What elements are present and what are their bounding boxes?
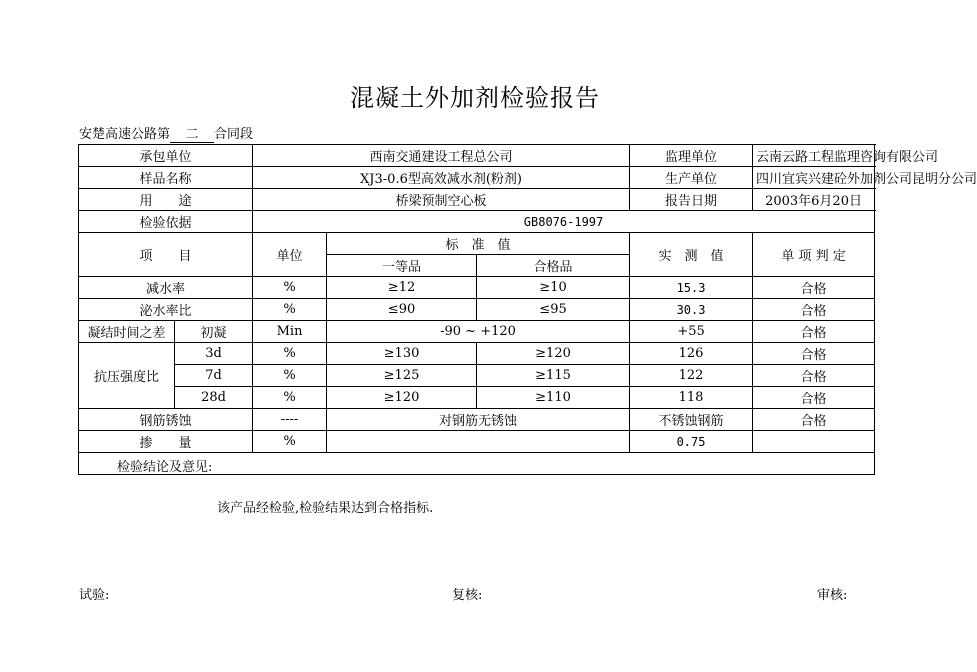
unit-cell: %	[253, 387, 327, 409]
footer-review: 复核:	[452, 588, 483, 603]
sample-row	[79, 167, 875, 189]
first-grade-cell: ≥130	[327, 343, 477, 365]
report-title: 混凝土外加剂检验报告	[350, 84, 600, 112]
footer-test: 试验:	[79, 588, 110, 603]
header-item: 项 目	[79, 233, 253, 277]
sample-value: XJ3-0.6型高效减水剂(粉剂)	[253, 167, 630, 189]
standard-cell: -90 ~ +120	[327, 321, 630, 343]
result-cell: 合格	[753, 365, 875, 387]
first-grade-cell: ≤90	[327, 299, 477, 321]
result-cell: 合格	[753, 321, 875, 343]
qualified-cell: ≥115	[477, 365, 630, 387]
measured-cell: 122	[630, 365, 753, 387]
row-dosage	[79, 431, 875, 453]
date-label: 报告日期	[630, 189, 753, 211]
unit-cell: ----	[253, 409, 327, 431]
unit-cell: %	[253, 431, 327, 453]
unit-cell: %	[253, 299, 327, 321]
measured-cell: 118	[630, 387, 753, 409]
result-cell: 合格	[753, 409, 875, 431]
header-judge: 单 项 判 定	[753, 233, 875, 277]
item-name: 凝结时间之差	[79, 321, 175, 343]
supervisor-label: 监理单位	[630, 145, 753, 167]
unit-cell: Min	[253, 321, 327, 343]
age-cell: 7d	[175, 365, 253, 387]
basis-row	[79, 211, 875, 233]
conclusion-row	[79, 453, 875, 475]
row-setting-time	[79, 321, 875, 343]
age-cell: 28d	[175, 387, 253, 409]
unit-cell: %	[253, 277, 327, 299]
result-cell	[753, 431, 875, 453]
row-strength-3d	[79, 343, 875, 365]
item-name: 掺 量	[79, 431, 253, 453]
header-unit: 单位	[253, 233, 327, 277]
section-suffix: 合同段	[214, 127, 254, 142]
result-cell: 合格	[753, 299, 875, 321]
supervisor-value: 云南云路工程监理咨询有限公司	[753, 145, 875, 167]
qualified-cell: ≥110	[477, 387, 630, 409]
section-line	[79, 123, 253, 143]
age-cell: 3d	[175, 343, 253, 365]
conclusion-text: 该产品经检验,检验结果达到合格指标.	[217, 501, 434, 516]
row-strength-7d	[79, 365, 875, 387]
header-measured: 实 测 值	[630, 233, 753, 277]
footer-audit: 审核:	[817, 588, 848, 603]
unit-cell: %	[253, 365, 327, 387]
basis-value: GB8076-1997	[253, 211, 875, 233]
use-value: 桥梁预制空心板	[253, 189, 630, 211]
report-table	[78, 144, 977, 516]
measured-cell: 15.3	[630, 277, 753, 299]
contractor-value: 西南交通建设工程总公司	[253, 145, 630, 167]
conclusion-cell	[79, 453, 875, 516]
measured-cell: 30.3	[630, 299, 753, 321]
header-qualified: 合格品	[477, 255, 630, 277]
first-grade-cell: ≥120	[327, 387, 477, 409]
item-name: 泌水率比	[79, 299, 253, 321]
result-cell: 合格	[753, 277, 875, 299]
item-subname: 初凝	[175, 321, 253, 343]
first-grade-cell: ≥125	[327, 365, 477, 387]
sample-label: 样品名称	[79, 167, 253, 189]
measured-cell: +55	[630, 321, 753, 343]
header-first: 一等品	[327, 255, 477, 277]
header-row-1	[79, 233, 875, 255]
first-grade-cell: ≥12	[327, 277, 477, 299]
conclusion-label: 检验结论及意见:	[117, 460, 213, 475]
row-water-reduction	[79, 277, 875, 299]
measured-cell: 0.75	[630, 431, 753, 453]
qualified-cell: ≤95	[477, 299, 630, 321]
item-name: 减水率	[79, 277, 253, 299]
unit-cell: %	[253, 343, 327, 365]
contractor-row	[79, 145, 875, 167]
section-prefix: 安楚高速公路第	[79, 127, 171, 142]
row-bleeding	[79, 299, 875, 321]
producer-value: 四川宜宾兴建砼外加剂公司昆明分公司	[753, 167, 875, 189]
item-name: 钢筋锈蚀	[79, 409, 253, 431]
result-cell: 合格	[753, 387, 875, 409]
standard-cell: 对钢筋无锈蚀	[327, 409, 630, 431]
contractor-label: 承包单位	[79, 145, 253, 167]
basis-label: 检验依据	[79, 211, 253, 233]
row-strength-28d	[79, 387, 875, 409]
strength-label: 抗压强度比	[79, 343, 175, 409]
result-cell: 合格	[753, 343, 875, 365]
standard-cell	[327, 431, 630, 453]
qualified-cell: ≥120	[477, 343, 630, 365]
date-value: 2003年6月20日	[753, 189, 875, 211]
use-label: 用 途	[79, 189, 253, 211]
measured-cell: 126	[630, 343, 753, 365]
qualified-cell: ≥10	[477, 277, 630, 299]
section-number: 二	[170, 123, 214, 143]
producer-label: 生产单位	[630, 167, 753, 189]
measured-cell: 不锈蚀钢筋	[630, 409, 753, 431]
row-corrosion	[79, 409, 875, 431]
header-standard: 标 准 值	[327, 233, 630, 255]
use-row	[79, 189, 875, 211]
